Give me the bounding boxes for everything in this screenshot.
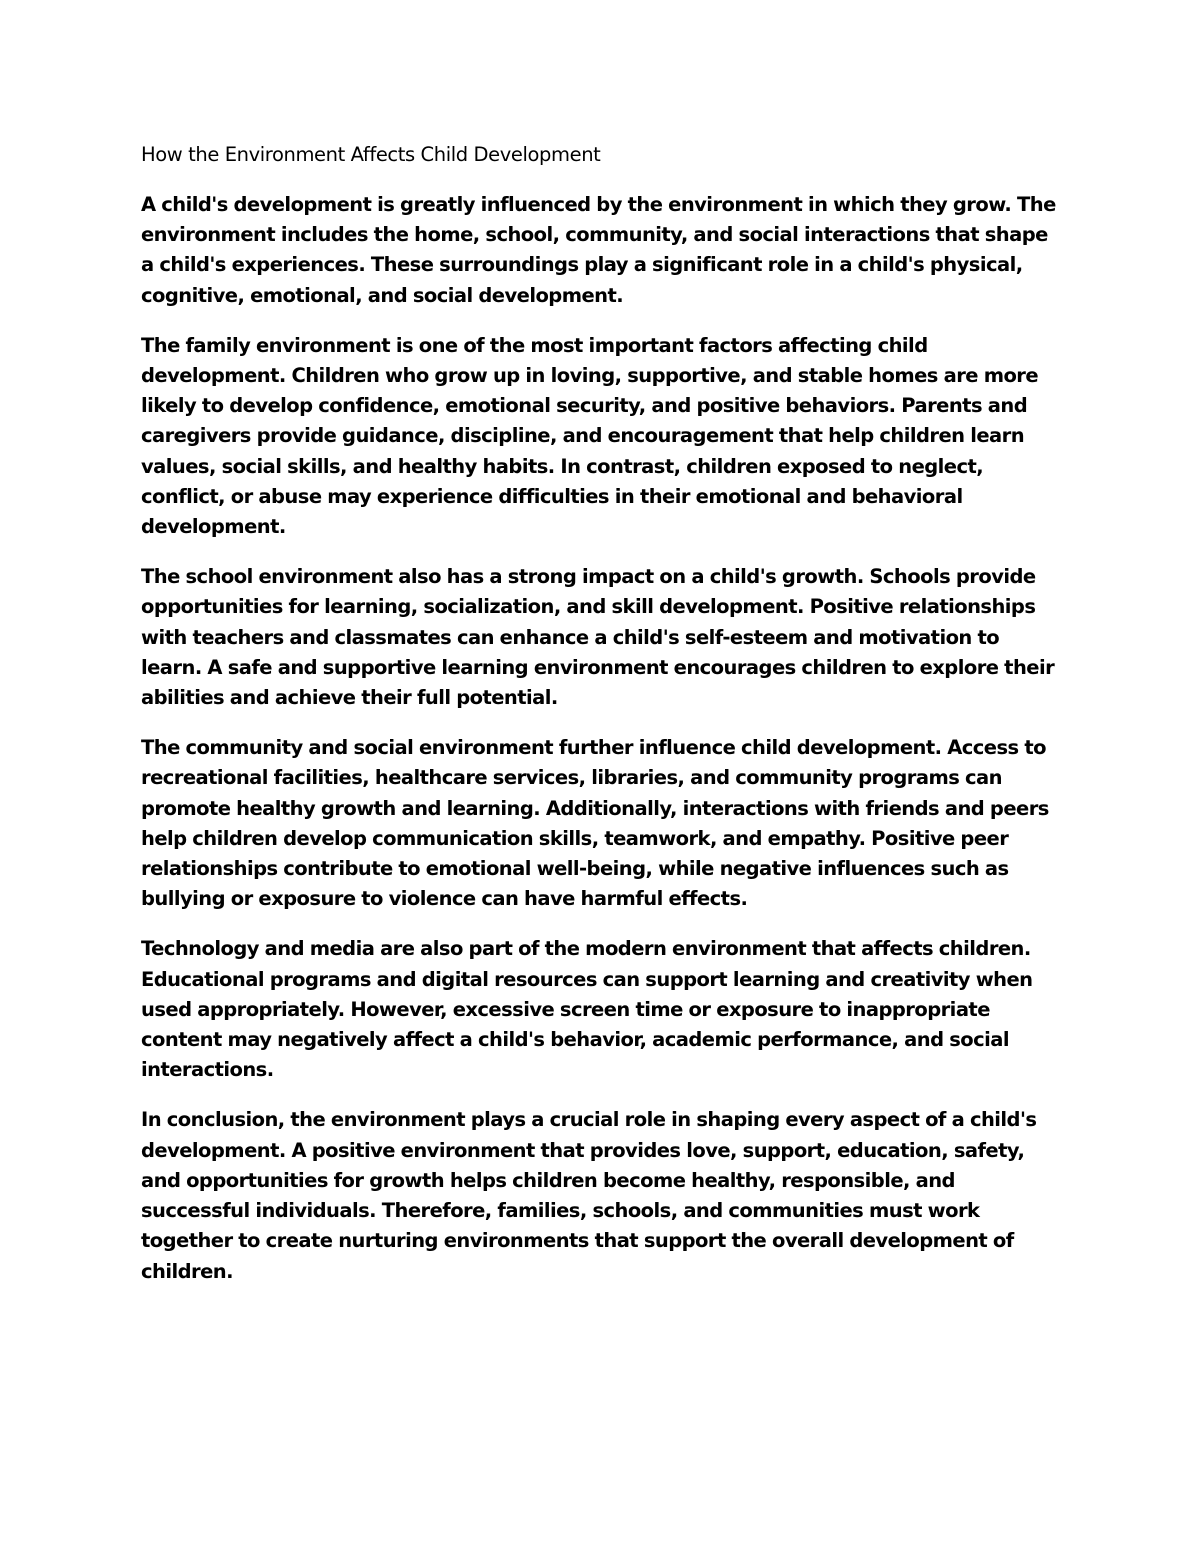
paragraph-conclusion: In conclusion, the environment plays a crucial role in shaping every aspect of a child's development. A positive environment that provides love, support, education, safety, and opportunities for growth helps children become healthy, responsible, and successful individuals. Therefore, families, schools, and communities must work together to create nurturing environments that support the overall development of children. (141, 1108, 1037, 1283)
document-title: How the Environment Affects Child Development (141, 143, 601, 166)
paragraph-school-environment: The school environment also has a strong impact on a child's growth. Schools provide opportunities for learning, socialization, and skill development. Positive relationships with teachers and classmates can enhance a child's self-esteem and motivation to learn. A safe and supportive learning environment encourages children to explore their abilities and achieve their full potential. (141, 565, 1055, 710)
paragraph-technology-media: Technology and media are also part of the modern environment that affects children. Educational programs and digital resources can support learning and creativity when used appropriately. However, excessive screen time or exposure to inappropriate content may negatively affect a child's behavior, academic performance, and social interactions. (141, 937, 1033, 1082)
paragraph-family-environment: The family environment is one of the most important factors affecting child development. Children who grow up in loving, supportive, and stable homes are more likely to develop confidence, emotional security, and positive behaviors. Parents and caregivers provide guidance, discipline, and encouragement that help children learn values, social skills, and healthy habits. In contrast, children exposed to neglect, conflict, or abuse may experience difficulties in their emotional and behavioral development. (141, 333, 1039, 539)
document-page (141, 140, 1061, 1307)
paragraph-introduction: A child's development is greatly influenced by the environment in which they grow. The environment includes the home, school, community, and social interactions that shape a child's experiences. These surroundings play a significant role in a child's physical, cognitive, emotional, and social development. (141, 193, 1056, 307)
paragraph-community-environment: The community and social environment further influence child development. Access to recreational facilities, healthcare services, libraries, and community programs can promote healthy growth and learning. Additionally, interactions with friends and peers help children develop communication skills, teamwork, and empathy. Positive peer relationships contribute to emotional well-being, while negative influences such as bullying or exposure to violence can have harmful effects. (141, 736, 1049, 911)
